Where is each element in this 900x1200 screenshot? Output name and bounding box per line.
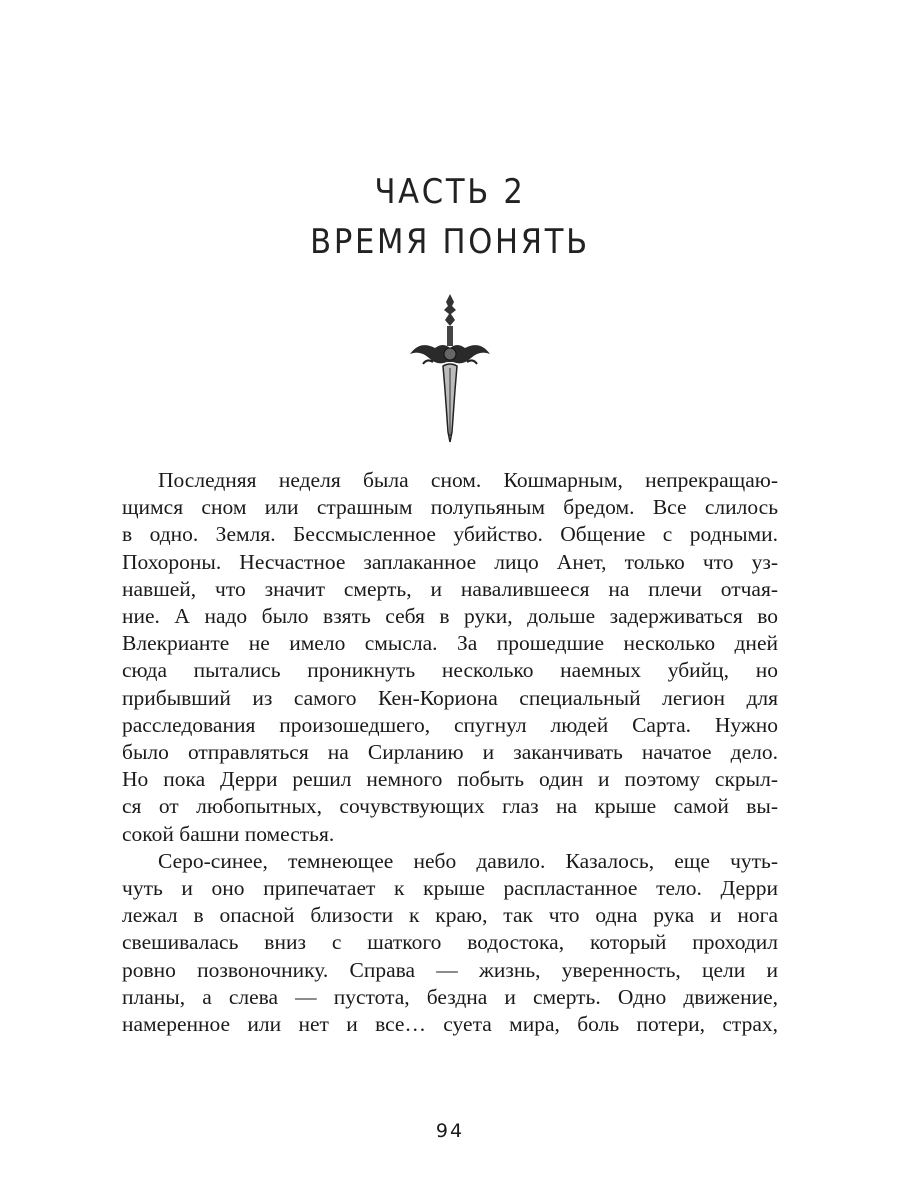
dagger-icon [405,292,495,444]
text-line: в одно. Земля. Бессмысленное убийство. Общение с родными. [122,522,778,547]
text-line: планы, а слева — пустота, бездна и смерть. Одно движение, [122,984,778,1009]
page-number: 94 [435,1120,465,1142]
text-line: намеренное или нет и все… суета мира, боль потери, страх, [122,1012,778,1037]
part-number: ЧАСТЬ 2 [374,172,526,212]
text-line: Но пока Дерри решил немного побыть один и поэтому скрыл- [122,767,778,792]
body-text [122,467,778,1038]
text-line: расследования произошедшего, спугнул людей Сарта. Нужно [122,712,778,737]
text-line: было отправляться на Сирланию и заканчивать начатое дело. [122,740,778,765]
text-line: Серо-синее, темнеющее небо давило. Казалось, еще чуть- [158,848,778,873]
text-line: сокой башни поместья. [122,821,335,846]
text-line: Похороны. Несчастное заплаканное лицо Анет, только что уз- [122,549,778,574]
text-line: прибывший из самого Кен-Кориона специальный легион для [122,685,778,710]
text-line: ние. А надо было взять себя в руки, дольше задерживаться во [122,604,778,629]
text-line: ся от любопытных, сочувствующих глаз на крыше самой вы- [122,794,778,819]
text-line: чуть и оно припечатает к крыше распластанное тело. Дерри [122,876,778,901]
text-line: Влекрианте не имело смысла. За прошедшие несколько дней [122,631,778,656]
text-line: щимся сном или страшным полупьяным бредом. Все слилось [122,495,778,520]
text-line: свешивалась вниз с шаткого водостока, который проходил [122,930,778,955]
text-line: навшей, что значит смерть, и навалившееся на плечи отчая- [122,576,778,601]
text-line: лежал в опасной близости к краю, так что одна рука и нога [122,903,778,928]
text-line: Последняя неделя была сном. Кошмарным, непрекращаю- [158,468,778,492]
text-line: ровно позвоночнику. Справа — жизнь, уверенность, цели и [122,957,778,982]
chapter-title: ВРЕМЯ ПОНЯТЬ [310,222,590,262]
text-line: сюда пытались проникнуть несколько наемных убийц, но [122,658,778,683]
